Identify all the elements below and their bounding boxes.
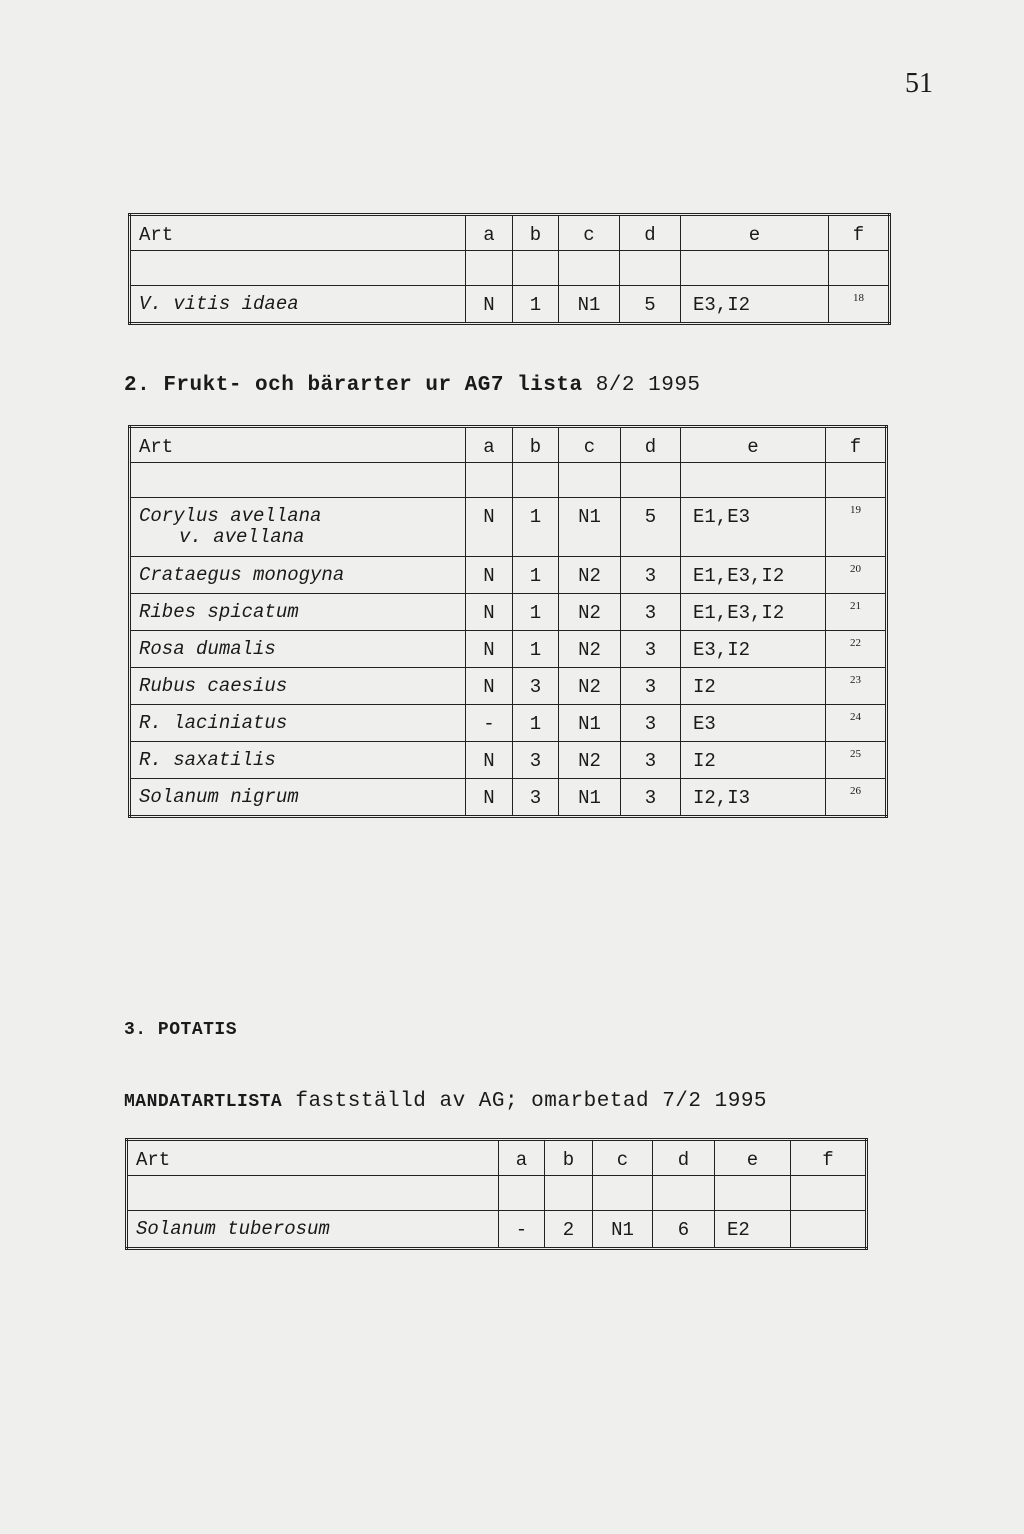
table-row bbox=[130, 557, 887, 594]
spacer-cell bbox=[127, 1176, 499, 1211]
cell-d: 3 bbox=[621, 705, 681, 742]
cell-b: 1 bbox=[513, 631, 559, 668]
column-header-e: e bbox=[715, 1140, 791, 1176]
spacer-cell bbox=[130, 463, 466, 498]
column-header-c: c bbox=[559, 427, 621, 463]
species-name bbox=[130, 498, 466, 557]
cell-b: 3 bbox=[513, 742, 559, 779]
spacer-cell bbox=[593, 1176, 653, 1211]
spacer-cell bbox=[559, 251, 620, 286]
spacer-cell bbox=[715, 1176, 791, 1211]
cell-e: I2,I3 bbox=[681, 779, 826, 817]
cell-e: I2 bbox=[681, 742, 826, 779]
cell-d: 3 bbox=[621, 779, 681, 817]
footnote-ref: 23 bbox=[826, 668, 887, 705]
species-table-2 bbox=[128, 425, 888, 818]
footnote-ref: 21 bbox=[826, 594, 887, 631]
species-line: Rubus caesius bbox=[139, 675, 288, 697]
cell-d: 3 bbox=[621, 631, 681, 668]
column-header-e: e bbox=[681, 215, 829, 251]
column-header-art: Art bbox=[127, 1140, 499, 1176]
cell-c: N1 bbox=[559, 498, 621, 557]
column-header-e: e bbox=[681, 427, 826, 463]
cell-b: 1 bbox=[513, 498, 559, 557]
cell-a: N bbox=[466, 742, 513, 779]
header-row bbox=[130, 427, 887, 463]
species-variety: v. avellana bbox=[179, 526, 305, 548]
footnote-ref bbox=[791, 1211, 867, 1249]
cell-d: 3 bbox=[621, 668, 681, 705]
spacer-cell bbox=[681, 463, 826, 498]
cell-c: N2 bbox=[559, 631, 621, 668]
cell-a: N bbox=[466, 498, 513, 557]
table-row bbox=[130, 286, 890, 324]
species-line: Crataegus monogyna bbox=[139, 564, 345, 586]
spacer-row bbox=[130, 251, 890, 286]
section-2-heading bbox=[124, 374, 701, 397]
cell-a: N bbox=[466, 286, 513, 324]
column-header-d: d bbox=[653, 1140, 715, 1176]
section-2-date: 8/2 1995 bbox=[595, 374, 701, 397]
column-header-art: Art bbox=[130, 215, 466, 251]
cell-d: 5 bbox=[620, 286, 681, 324]
section-2-number: 2. bbox=[124, 374, 151, 397]
spacer-cell bbox=[466, 463, 513, 498]
species-name bbox=[127, 1211, 499, 1249]
cell-c: N2 bbox=[559, 557, 621, 594]
table-row bbox=[130, 705, 887, 742]
page-number: 51 bbox=[905, 68, 933, 99]
spacer-row bbox=[130, 463, 887, 498]
species-name bbox=[130, 668, 466, 705]
column-header-c: c bbox=[559, 215, 620, 251]
species-name bbox=[130, 742, 466, 779]
section-2-title: Frukt- och bärarter ur AG7 lista bbox=[163, 374, 583, 397]
species-line: R. laciniatus bbox=[139, 712, 288, 734]
cell-b: 3 bbox=[513, 779, 559, 817]
spacer-cell bbox=[130, 251, 466, 286]
cell-e: E1,E3,I2 bbox=[681, 594, 826, 631]
footnote-ref: 20 bbox=[826, 557, 887, 594]
header-row bbox=[127, 1140, 867, 1176]
cell-c: N1 bbox=[593, 1211, 653, 1249]
cell-d: 3 bbox=[621, 594, 681, 631]
footnote-ref: 18 bbox=[829, 286, 890, 324]
cell-e: E1,E3,I2 bbox=[681, 557, 826, 594]
column-header-b: b bbox=[545, 1140, 593, 1176]
footnote-ref: 25 bbox=[826, 742, 887, 779]
cell-a: N bbox=[466, 631, 513, 668]
column-header-d: d bbox=[621, 427, 681, 463]
cell-d: 6 bbox=[653, 1211, 715, 1249]
cell-a: N bbox=[466, 557, 513, 594]
column-header-a: a bbox=[466, 427, 513, 463]
species-name bbox=[130, 631, 466, 668]
cell-e: E1,E3 bbox=[681, 498, 826, 557]
column-header-art: Art bbox=[130, 427, 466, 463]
cell-e: E3,I2 bbox=[681, 631, 826, 668]
column-header-b: b bbox=[513, 215, 559, 251]
cell-e: E2 bbox=[715, 1211, 791, 1249]
cell-a: - bbox=[499, 1211, 545, 1249]
column-header-c: c bbox=[593, 1140, 653, 1176]
cell-c: N1 bbox=[559, 286, 620, 324]
species-name bbox=[130, 594, 466, 631]
spacer-cell bbox=[826, 463, 887, 498]
cell-b: 3 bbox=[513, 668, 559, 705]
cell-b: 1 bbox=[513, 594, 559, 631]
section-3-number: 3. bbox=[124, 1020, 147, 1040]
column-header-a: a bbox=[499, 1140, 545, 1176]
species-table-3 bbox=[125, 1138, 868, 1250]
column-header-d: d bbox=[620, 215, 681, 251]
table-row bbox=[130, 594, 887, 631]
species-line: Corylus avellana bbox=[139, 505, 322, 527]
cell-b: 1 bbox=[513, 286, 559, 324]
cell-a: N bbox=[466, 668, 513, 705]
species-name bbox=[130, 705, 466, 742]
cell-b: 2 bbox=[545, 1211, 593, 1249]
spacer-cell bbox=[653, 1176, 715, 1211]
mandat-label: MANDATARTLISTA bbox=[124, 1092, 283, 1112]
footnote-ref: 24 bbox=[826, 705, 887, 742]
cell-e: E3 bbox=[681, 705, 826, 742]
section-3-heading bbox=[124, 1020, 237, 1040]
table-row bbox=[130, 498, 887, 557]
mandat-heading bbox=[124, 1090, 767, 1113]
cell-d: 3 bbox=[621, 742, 681, 779]
column-header-b: b bbox=[513, 427, 559, 463]
species-line: Solanum tuberosum bbox=[136, 1218, 330, 1240]
spacer-cell bbox=[620, 251, 681, 286]
spacer-cell bbox=[791, 1176, 867, 1211]
cell-d: 3 bbox=[621, 557, 681, 594]
species-name bbox=[130, 779, 466, 817]
species-line: Ribes spicatum bbox=[139, 601, 299, 623]
header-row bbox=[130, 215, 890, 251]
spacer-row bbox=[127, 1176, 867, 1211]
cell-b: 1 bbox=[513, 705, 559, 742]
spacer-cell bbox=[559, 463, 621, 498]
table-row bbox=[130, 631, 887, 668]
section-3-title: POTATIS bbox=[157, 1020, 238, 1040]
cell-c: N1 bbox=[559, 705, 621, 742]
cell-c: N2 bbox=[559, 742, 621, 779]
cell-a: N bbox=[466, 594, 513, 631]
species-name bbox=[130, 286, 466, 324]
species-name bbox=[130, 557, 466, 594]
footnote-ref: 22 bbox=[826, 631, 887, 668]
cell-c: N2 bbox=[559, 668, 621, 705]
column-header-a: a bbox=[466, 215, 513, 251]
cell-a: N bbox=[466, 779, 513, 817]
cell-a: - bbox=[466, 705, 513, 742]
table-row bbox=[130, 668, 887, 705]
footnote-ref: 19 bbox=[826, 498, 887, 557]
spacer-cell bbox=[513, 463, 559, 498]
column-header-f: f bbox=[826, 427, 887, 463]
mandat-description: fastställd av AG; omarbetad 7/2 1995 bbox=[295, 1090, 768, 1113]
spacer-cell bbox=[681, 251, 829, 286]
spacer-cell bbox=[466, 251, 513, 286]
spacer-cell bbox=[513, 251, 559, 286]
cell-d: 5 bbox=[621, 498, 681, 557]
species-line: V. vitis idaea bbox=[139, 293, 299, 315]
table-row bbox=[127, 1211, 867, 1249]
column-header-f: f bbox=[791, 1140, 867, 1176]
spacer-cell bbox=[829, 251, 890, 286]
cell-c: N1 bbox=[559, 779, 621, 817]
footnote-ref: 26 bbox=[826, 779, 887, 817]
species-table-1 bbox=[128, 213, 891, 325]
table-row bbox=[130, 742, 887, 779]
column-header-f: f bbox=[829, 215, 890, 251]
species-line: Rosa dumalis bbox=[139, 638, 276, 660]
species-line: R. saxatilis bbox=[139, 749, 276, 771]
cell-e: E3,I2 bbox=[681, 286, 829, 324]
spacer-cell bbox=[621, 463, 681, 498]
spacer-cell bbox=[545, 1176, 593, 1211]
cell-e: I2 bbox=[681, 668, 826, 705]
table-row bbox=[130, 779, 887, 817]
species-line: Solanum nigrum bbox=[139, 786, 299, 808]
spacer-cell bbox=[499, 1176, 545, 1211]
cell-c: N2 bbox=[559, 594, 621, 631]
cell-b: 1 bbox=[513, 557, 559, 594]
